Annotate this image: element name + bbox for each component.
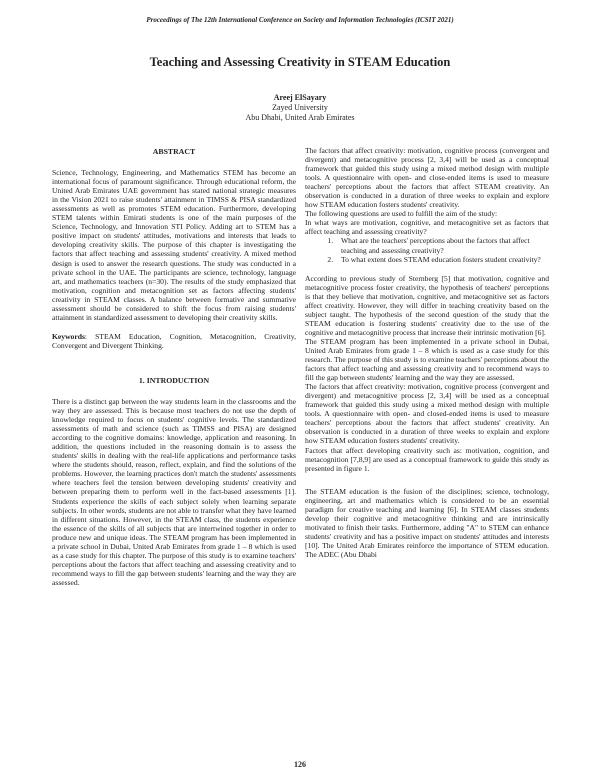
keywords-label: Keywords [52,331,85,341]
right-paragraph-3: In what ways are motivation, cognitive, and metacognitive set as factors that affect teaching and assessing creativity? [305,218,549,237]
research-question: 2. To what extent does STEAM education fosters student creativity? [335,255,549,264]
keywords-text: : STEAM Education, Cognition, Metacognition, Creativity, Convergent and Divergent Thinking. [52,331,296,350]
paper-title: Teaching and Assessing Creativity in STEAM Education [149,55,451,69]
page-number: 126 [294,760,306,769]
author-location: Abu Dhabi, United Arab Emirates [245,113,355,122]
keywords [52,332,296,350]
right-paragraph-6: The factors that affect creativity: motivation, cognitive process (convergent and divergent) and metacognitive process [2, 3,4] will be used as a conceptual framework that guided this study using a mixed method design with multiple tools. A questionnaire with open- and closed-ended items is used to measure teachers' perceptions about the factors that affect students' creativity. An observation is conducted in a duration of three weeks to explain and explore how STEAM education fosters students' creativity. [305,382,549,446]
right-paragraph-8: The STEAM education is the fusion of the disciplines; science, technology, engineering, art and mathematics which is considered to be an essential paradigm for creative teaching and learning [6]. In STEAM classes students develop their cognitive and metacognitive thinking and are intrinsically motivated to finish their tasks. Furthermore, adding "A" to STEM can enhance students' creativity and has a positive impact on students' attitudes and interests [10]. The United Arab Emirates reinforce the importance of STEM education. The ADEC (Abu Dhabi [305,486,549,559]
abstract-heading: ABSTRACT [152,147,196,156]
author-name: Areej ElSayary [273,93,327,102]
right-paragraph-7: Factors that affect developing creativity such as: motivation, cognition, and metacognition [7,8,9] are used as a conceptual framework to guide this study as presented in figure 1. [305,445,549,473]
author-block [0,93,600,123]
abstract-text: Science, Technology, Engineering, and Mathematics STEM has become an international focus of paramount significance. Through educational reform, the United Arab Emirates UAE government has stated national strategic measures in the Vision 2021 to raise students' attainment in TIMSS & PISA standardized assessments as well as promotes STEM education. Furthermore, developing STEM talents within Emirati students is one of the main purposes of the Science, Technology, and Innovation STI Policy. Adding art to STEM has a positive impact on students' attitudes, motivations and interests that leads to developing creativity skills. The purpose of this chapter is investigating the factors that affect teaching and assessing students' creativity. A mixed method design is used to answer the research questions. The study was conducted in a private school in the UAE. The participants are science, technology, language art, and mathematics teachers (n=30). The results of the study emphasized that motivation, cognition and metacognition set as factors affecting students' creativity in STEAM classes. A balance between formative and summative assessment should be considered to shift the focus from raising students' attainment in standardized assessment to developing their creativity skills. [52,168,296,322]
introduction-text: There is a distinct gap between the way students learn in the classrooms and the way they are assessed. This is because most teachers do not use the depth of knowledge required to focus on students' cognitive levels. The standardized assessments of math and science (such as TIMSS and PISA) are designed according to the cognitive domains: knowledge, application and reasoning. In addition, the questions included in the reasoning domain is to assess the students' skills in dealing with the real-life applications and performance tasks where the students should, reason, reflect, explain, and find the solutions of the problems. However, the learning practices don't match the students' assessments where teachers feel the tension between developing students' creativity and between preparing them to perform well in the fact-based assessments [1]. Students experience the skills of each subject solely when learning separate subjects. In other words, students are not able to transfer what they have learned in different situations. However, in the STEAM class, the students experience the essence of the skills of all subjects that are intertwined together in order to produce new and unique ideas. The STEAM program has been implemented in a private school in Dubai, United Arab Emirates from grade 1 – 8 which is used as a case study for this chapter. The purpose of this study is to examine teachers' perceptions about the factors that affect teaching and assessing creativity and to recommend ways to fill the gap between students' learning and the way they are assessed. [52,396,296,587]
right-paragraph-1: The factors that affect creativity: motivation, cognitive process (convergent and divergent) and metacognitive process [2, 3,4] will be used as a conceptual framework that guided this study using a mixed method design with multiple tools. A questionnaire with open- and close-ended items is used to measure teachers' perceptions about the factors that affect STEAM creativity. An observation is conducted in a duration of three weeks to explain and explore how STEAM education fosters students' creativity. [305,146,549,210]
right-paragraph-4: According to previous study of Sternberg [5] that motivation, cognitive and metacognitive process foster creativity, the hypothesis of teachers' perceptions is that they believe that motivation, cognitive, and metacognitive set as factors affect creativity. However, they will differ in teaching creativity based on the subject taught. The hypothesis of the second question of the study that the STEAM education is fostering students' creativity due to the use of the cognitive and metacognitive process that increase their intrinsic motivation [6]. [305,273,549,337]
right-paragraph-2: The following questions are used to fulfill the aim of the study: [305,209,498,219]
author-affiliation: Zayed University [272,103,328,112]
left-column [52,147,296,587]
research-question: 1. What are the teachers' perceptions about the factors that affect teaching and assessing creativity? [335,236,549,254]
right-column [305,146,549,559]
running-header: Proceedings of The 12th International Conference on Society and Information Technologies (ICSIT 2021) [146,16,454,24]
research-questions [305,236,549,263]
right-paragraph-5: The STEAM program has been implemented in a private school in Dubai, United Arab Emirates from grade 1 – 8 which is used as a case study for this research. The purpose of this study is to examine teachers' perceptions about the factors that affect teaching and assessing creativity and to recommend ways to fill the gap between students' learning and the way they are assessed. [305,336,549,383]
introduction-heading: 1. INTRODUCTION [138,375,210,385]
